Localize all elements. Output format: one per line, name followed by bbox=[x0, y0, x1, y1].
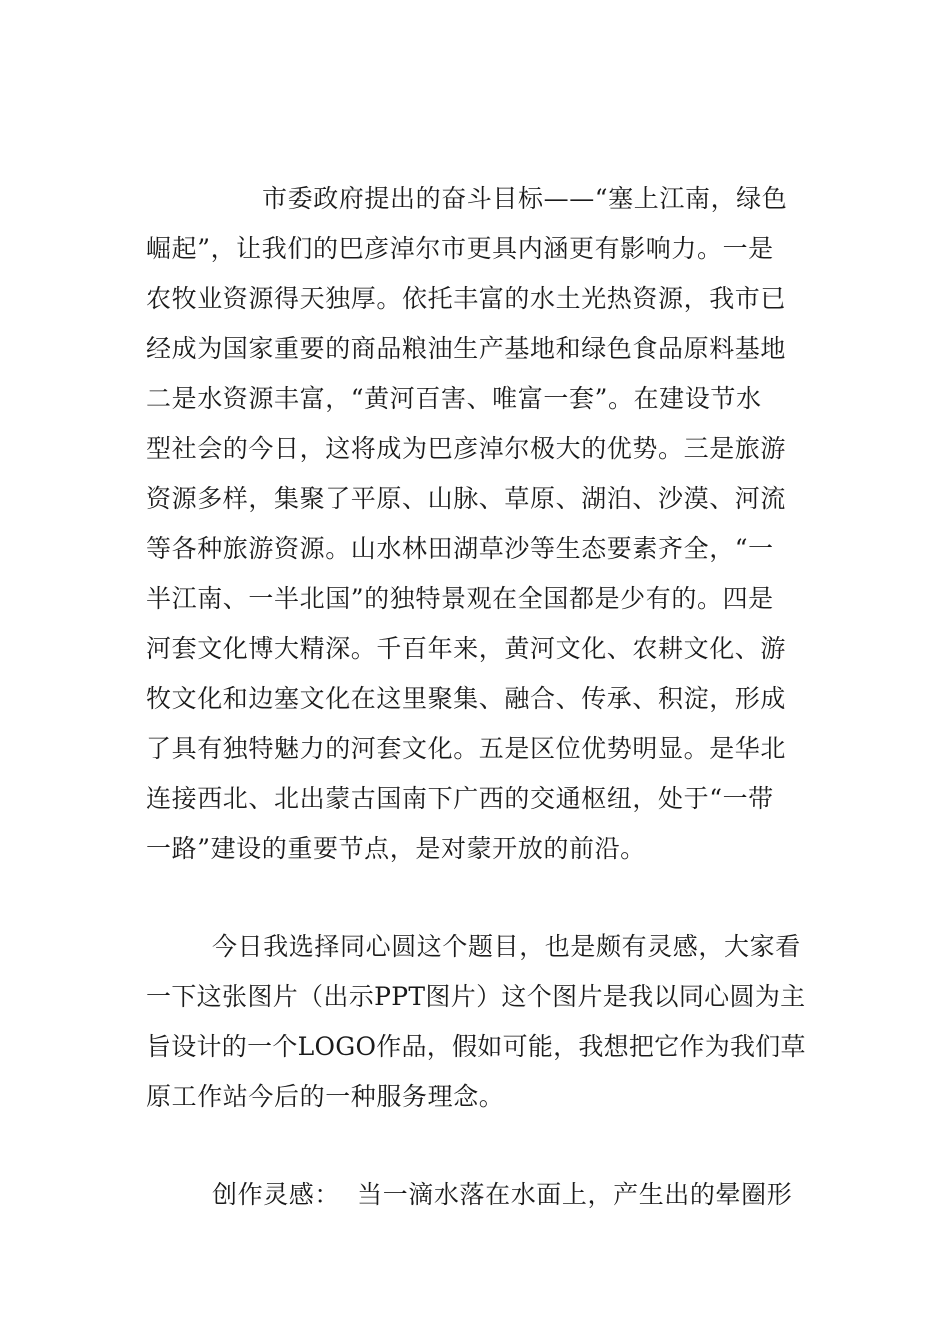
text-line: 一路”建设的重要节点，是对蒙开放的前沿。 bbox=[146, 834, 646, 863]
text-line: 今日我选择同心圆这个题目，也是颇有灵感，大家看 bbox=[212, 932, 801, 961]
text-line: 崛起”，让我们的巴彦淖尔市更具内涵更有影响力。一是 bbox=[146, 234, 774, 263]
text-line: 原工作站今后的一种服务理念。 bbox=[146, 1082, 505, 1111]
text-line: 旨设计的一个LOGO作品，假如可能，我想把它作为我们草 bbox=[146, 1032, 806, 1061]
text-line: 了具有独特魅力的河套文化。五是区位优势明显。是华北 bbox=[146, 734, 787, 763]
text-line: 创作灵感： 当一滴水落在水面上，产生出的晕圈形 bbox=[212, 1180, 793, 1209]
text-line: 资源多样，集聚了平原、山脉、草原、湖泊、沙漠、河流 bbox=[146, 484, 787, 513]
text-line: 一下这张图片（出示PPT图片）这个图片是我以同心圆为主 bbox=[146, 982, 806, 1011]
text-line: 等各种旅游资源。山水林田湖草沙等生态要素齐全，“一 bbox=[146, 534, 774, 563]
text-line: 河套文化博大精深。千百年来，黄河文化、农耕文化、游 bbox=[146, 634, 787, 663]
text-line: 二是水资源丰富，“黄河百害、唯富一套”。在建设节水 bbox=[146, 384, 762, 413]
text-line: 半江南、一半北国”的独特景观在全国都是少有的。四是 bbox=[146, 584, 774, 613]
text-line: 农牧业资源得天独厚。依托丰富的水土光热资源，我市已 bbox=[146, 284, 787, 313]
text-line: 经成为国家重要的商品粮油生产基地和绿色食品原料基地 bbox=[146, 334, 787, 363]
text-line: 连接西北、北出蒙古国南下广西的交通枢纽，处于“一带 bbox=[146, 784, 774, 813]
text-line: 型社会的今日，这将成为巴彦淖尔极大的优势。三是旅游 bbox=[146, 434, 787, 463]
text-line: 市委政府提出的奋斗目标——“塞上江南，绿色 bbox=[262, 184, 788, 213]
text-line: 牧文化和边塞文化在这里聚集、融合、传承、积淀，形成 bbox=[146, 684, 787, 713]
